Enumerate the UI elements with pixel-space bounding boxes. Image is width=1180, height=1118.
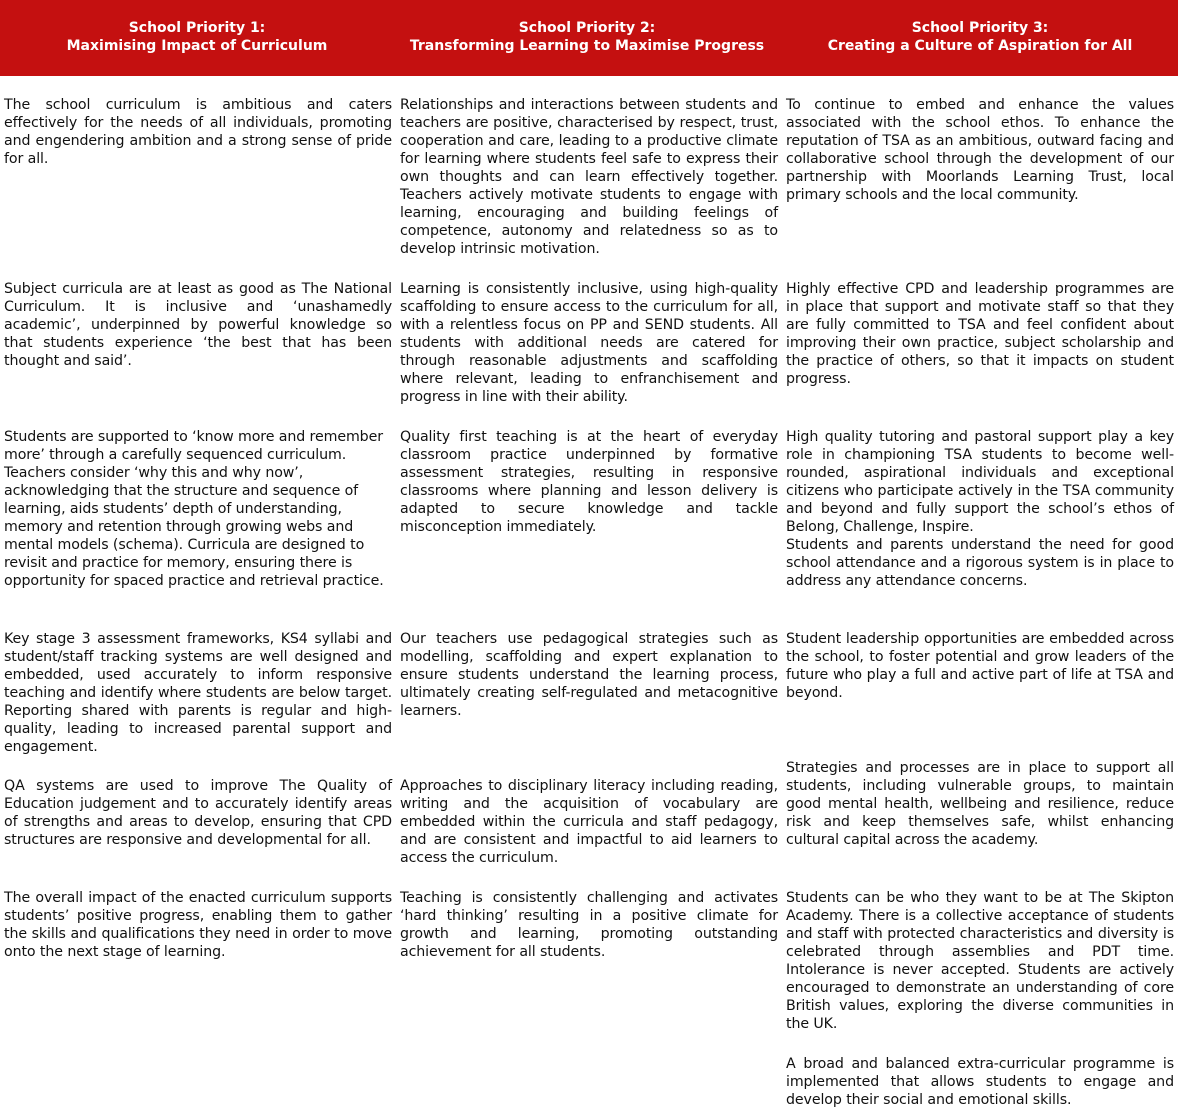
priority-2-point: Quality first teaching is at the heart of everyday classroom practice underpinned by formative assessment strategies, resulting in responsive classrooms where planning and lesson delivery is adapted to secure knowledge and tackle misconception immediately. xyxy=(400,429,778,535)
header-priority-1 xyxy=(4,19,390,55)
priority-2-point: Our teachers use pedagogical strategies such as modelling, scaffolding and expert explanation to ensure students understand the learning process, ultimately creating self-regulated and metacognitive learners. xyxy=(400,631,778,719)
priority-2-point: Relationships and interactions between students and teachers are positive, characterised by respect, trust, cooperation and care, leading to a productive climate for learning where students feel safe to express their own thoughts and can learn effectively together. Teachers actively motivate students to engage with learning, encouraging and building feelings of competence, autonomy and relatedness so as to develop intrinsic motivation. xyxy=(400,97,778,257)
priority-1-point: Subject curricula are at least as good as The National Curriculum. It is inclusive and ‘unashamedly academic’, underpinned by powerful knowledge so that students experience ‘the best that has been thought and said’. xyxy=(4,281,392,369)
header-priority-2-number: School Priority 2: xyxy=(518,20,656,36)
priority-1-point: Key stage 3 assessment frameworks, KS4 syllabi and student/staff tracking systems are well designed and embedded, used accurately to inform responsive teaching and identify where students are below target. Reporting shared with parents is regular and high-quality, leading to increased parental support and engagement. xyxy=(4,631,392,755)
priority-1-point: The overall impact of the enacted curriculum supports students’ positive progress, enabling them to gather the skills and qualifications they need in order to move onto the next stage of learning. xyxy=(4,890,392,960)
header-priority-2-title: Transforming Learning to Maximise Progress xyxy=(409,38,765,54)
priority-3-point: To continue to embed and enhance the values associated with the school ethos. To enhance the reputation of TSA as an ambitious, outward facing and collaborative school through the development of our partnership with Moorlands Learning Trust, local primary schools and the local community. xyxy=(786,97,1174,203)
priority-2-point: Approaches to disciplinary literacy including reading, writing and the acquisition of vocabulary are embedded within the curricula and staff pedagogy, and are consistent and impactful to aid learners to access the curriculum. xyxy=(400,778,778,866)
priorities-header-bar xyxy=(0,0,1178,76)
priority-3-point: Students and parents understand the need for good school attendance and a rigorous system is in place to address any attendance concerns. xyxy=(786,537,1174,589)
priority-3-point: High quality tutoring and pastoral support play a key role in championing TSA students to become well-rounded, aspirational individuals and exceptional citizens who participate actively in the TSA community and beyond and fully support the school’s ethos of Belong, Challenge, Inspire. xyxy=(786,429,1174,535)
header-priority-1-number: School Priority 1: xyxy=(128,20,266,36)
header-priority-3-title: Creating a Culture of Aspiration for All xyxy=(827,38,1133,54)
priority-2-point: Learning is consistently inclusive, using high-quality scaffolding to ensure access to the curriculum for all, with a relentless focus on PP and SEND students. All students with additional needs are catered for through reasonable adjustments and scaffolding where relevant, leading to enfranchisement and progress in line with their ability. xyxy=(400,281,778,405)
header-priority-3-number: School Priority 3: xyxy=(911,20,1049,36)
priority-3-point: Students can be who they want to be at The Skipton Academy. There is a collective acceptance of students and staff with protected characteristics and diversity is celebrated through assemblies and PDT time. Intolerance is never accepted. Students are actively encouraged to demonstrate an understanding of core British values, exploring the diverse communities in the UK. xyxy=(786,890,1174,1032)
header-priority-2 xyxy=(398,19,776,55)
priority-3-point-group xyxy=(786,428,1174,590)
header-priority-3 xyxy=(786,19,1174,55)
priority-1-point: Students are supported to ‘know more and remember more’ through a carefully sequenced curriculum. Teachers consider ‘why this and why now’, acknowledging that the structure and sequence of learning, aids students’ depth of understanding, memory and retention through growing webs and mental models (schema). Curricula are designed to revisit and practice for memory, ensuring there is opportunity for spaced practice and retrieval practice. xyxy=(4,429,384,589)
header-priority-1-title: Maximising Impact of Curriculum xyxy=(66,38,328,54)
priority-3-point: Highly effective CPD and leadership programmes are in place that support and motivate staff so that they are fully committed to TSA and feel confident about improving their own practice, subject scholarship and the practice of others, so that it impacts on student progress. xyxy=(786,281,1174,387)
priority-3-point: Strategies and processes are in place to support all students, including vulnerable groups, to maintain good mental health, wellbeing and resilience, reduce risk and keep themselves safe, whilst enhancing cultural capital across the academy. xyxy=(786,760,1174,848)
priority-3-point: A broad and balanced extra-curricular programme is implemented that allows students to engage and develop their social and emotional skills. xyxy=(786,1056,1174,1108)
priority-1-point: The school curriculum is ambitious and caters effectively for the needs of all individuals, promoting and engendering ambition and a strong sense of pride for all. xyxy=(4,97,392,167)
priority-1-point: QA systems are used to improve The Quality of Education judgement and to accurately identify areas of strengths and areas to develop, ensuring that CPD structures are responsive and developmental for all. xyxy=(4,778,392,848)
priority-3-point: Student leadership opportunities are embedded across the school, to foster potential and grow leaders of the future who play a full and active part of life at TSA and beyond. xyxy=(786,631,1174,701)
priority-2-point: Teaching is consistently challenging and activates ‘hard thinking’ resulting in a positive climate for growth and learning, promoting outstanding achievement for all students. xyxy=(400,890,778,960)
